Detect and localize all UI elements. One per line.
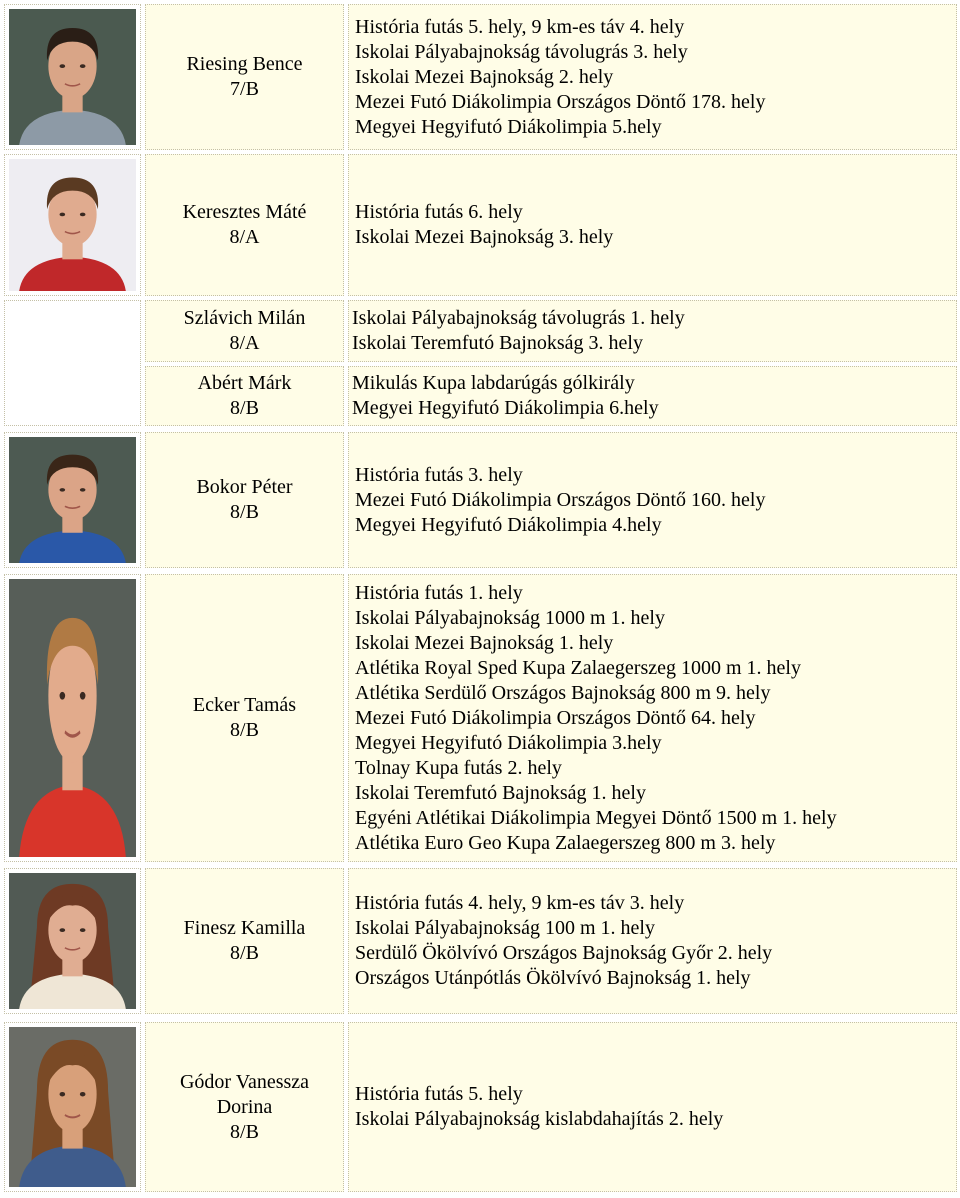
achievement-line: Iskolai Teremfutó Bajnokság 1. hely: [355, 781, 646, 804]
student-class: 8/A: [229, 226, 260, 248]
achievements-cell: [348, 154, 957, 296]
photo-cell: [4, 4, 141, 150]
student-name-cell: [145, 868, 344, 1014]
achievement-line: Egyéni Atlétikai Diákolimpia Megyei Döntő 1500 m 1. hely: [355, 806, 837, 829]
achievement-line: Megyei Hegyifutó Diákolimpia 4.hely: [355, 513, 662, 536]
achievement-line: História futás 6. hely: [355, 201, 523, 223]
portrait-drawing: [9, 9, 136, 145]
achievement-line: Serdülő Ökölvívó Országos Bajnokság Győr 2. hely: [355, 942, 773, 964]
achievements-cell: [348, 366, 957, 426]
student-class: 8/B: [230, 942, 259, 964]
achievement-line: Iskolai Pályabajnokság 100 m 1. hely: [355, 917, 655, 939]
achievement-line: Atlétika Royal Sped Kupa Zalaegerszeg 1000 m 1. hely: [355, 656, 801, 679]
student-portrait: [9, 159, 136, 291]
student-name: Keresztes Máté: [182, 201, 307, 223]
achievement-line: História futás 4. hely, 9 km-es táv 3. hely: [355, 892, 685, 914]
student-class: 8/B: [230, 1120, 259, 1143]
achievement-line: Iskolai Mezei Bajnokság 2. hely: [355, 65, 614, 88]
achievements-cell: [348, 300, 957, 362]
photo-cell-empty: [4, 300, 141, 426]
student-class: 7/B: [230, 78, 259, 100]
achievement-line: Megyei Hegyifutó Diákolimpia 5.hely: [355, 115, 662, 138]
student-name: Gódor Vanessza Dorina: [179, 1070, 310, 1118]
achievement-line: Iskolai Pályabajnokság 1000 m 1. hely: [355, 606, 665, 629]
student-name: Riesing Bence: [186, 53, 303, 75]
student-name-cell: [145, 574, 344, 862]
achievement-line: Mezei Futó Diákolimpia Országos Döntő 178. hely: [355, 90, 766, 113]
student-name-cell: [145, 4, 344, 150]
portrait-drawing: [9, 1027, 136, 1187]
achievement-line: Mezei Futó Diákolimpia Országos Döntő 64. hely: [355, 706, 756, 729]
student-class: 8/B: [230, 397, 259, 419]
achievement-line: Iskolai Mezei Bajnokság 1. hely: [355, 631, 614, 654]
portrait-drawing: [9, 437, 136, 563]
achievements-cell: [348, 432, 957, 568]
achievement-line: Megyei Hegyifutó Diákolimpia 3.hely: [355, 731, 662, 754]
achievement-line: Megyei Hegyifutó Diákolimpia 6.hely: [352, 397, 659, 419]
achievement-line: Iskolai Teremfutó Bajnokság 3. hely: [352, 332, 643, 354]
photo-cell: [4, 154, 141, 296]
achievement-line: História futás 5. hely: [355, 1083, 523, 1105]
student-name-cell: [145, 300, 344, 362]
achievement-line: Atlétika Euro Geo Kupa Zalaegerszeg 800 m 3. hely: [355, 831, 776, 854]
portrait-drawing: [9, 579, 136, 857]
student-name-cell: [145, 432, 344, 568]
student-name: Finesz Kamilla: [183, 917, 306, 939]
portrait-drawing: [9, 159, 136, 291]
student-portrait: [9, 1027, 136, 1187]
achievement-line: História futás 5. hely, 9 km-es táv 4. hely: [355, 15, 685, 38]
achievement-line: Iskolai Pályabajnokság kislabdahajítás 2. hely: [355, 1108, 724, 1130]
achievement-line: Mezei Futó Diákolimpia Országos Döntő 160. hely: [355, 488, 766, 511]
achievement-line: Iskolai Mezei Bajnokság 3. hely: [355, 226, 614, 248]
achievements-cell: [348, 1022, 957, 1192]
student-class: 8/B: [230, 719, 259, 741]
student-portrait: [9, 873, 136, 1009]
student-name-cell: [145, 1022, 344, 1192]
achievement-line: História futás 3. hely: [355, 463, 523, 486]
student-name: Szlávich Milán: [183, 307, 306, 329]
achievement-line: Iskolai Pályabajnokság távolugrás 1. hely: [352, 307, 685, 329]
student-portrait: [9, 437, 136, 563]
achievement-line: Atlétika Serdülő Országos Bajnokság 800 m 9. hely: [355, 681, 771, 704]
student-name: Bokor Péter: [196, 476, 293, 498]
student-name: Ecker Tamás: [192, 694, 297, 716]
student-name-cell: [145, 366, 344, 426]
photo-cell: [4, 868, 141, 1014]
achievements-cell: [348, 4, 957, 150]
achievement-line: História futás 1. hely: [355, 581, 523, 604]
student-class: 8/B: [230, 501, 259, 523]
student-name-cell: [145, 154, 344, 296]
achievement-line: Mikulás Kupa labdarúgás gólkirály: [352, 372, 635, 394]
achievement-line: Tolnay Kupa futás 2. hely: [355, 756, 562, 779]
achievements-cell: [348, 574, 957, 862]
student-portrait: [9, 9, 136, 145]
achievement-line: Országos Utánpótlás Ökölvívó Bajnokság 1. hely: [355, 967, 751, 989]
photo-cell: [4, 432, 141, 568]
photo-cell: [4, 574, 141, 862]
achievement-line: Iskolai Pályabajnokság távolugrás 3. hely: [355, 40, 688, 63]
student-name: Abért Márk: [197, 372, 292, 394]
achievements-cell: [348, 868, 957, 1014]
student-class: 8/A: [229, 332, 260, 354]
photo-cell: [4, 1022, 141, 1192]
portrait-drawing: [9, 873, 136, 1009]
student-portrait: [9, 579, 136, 857]
